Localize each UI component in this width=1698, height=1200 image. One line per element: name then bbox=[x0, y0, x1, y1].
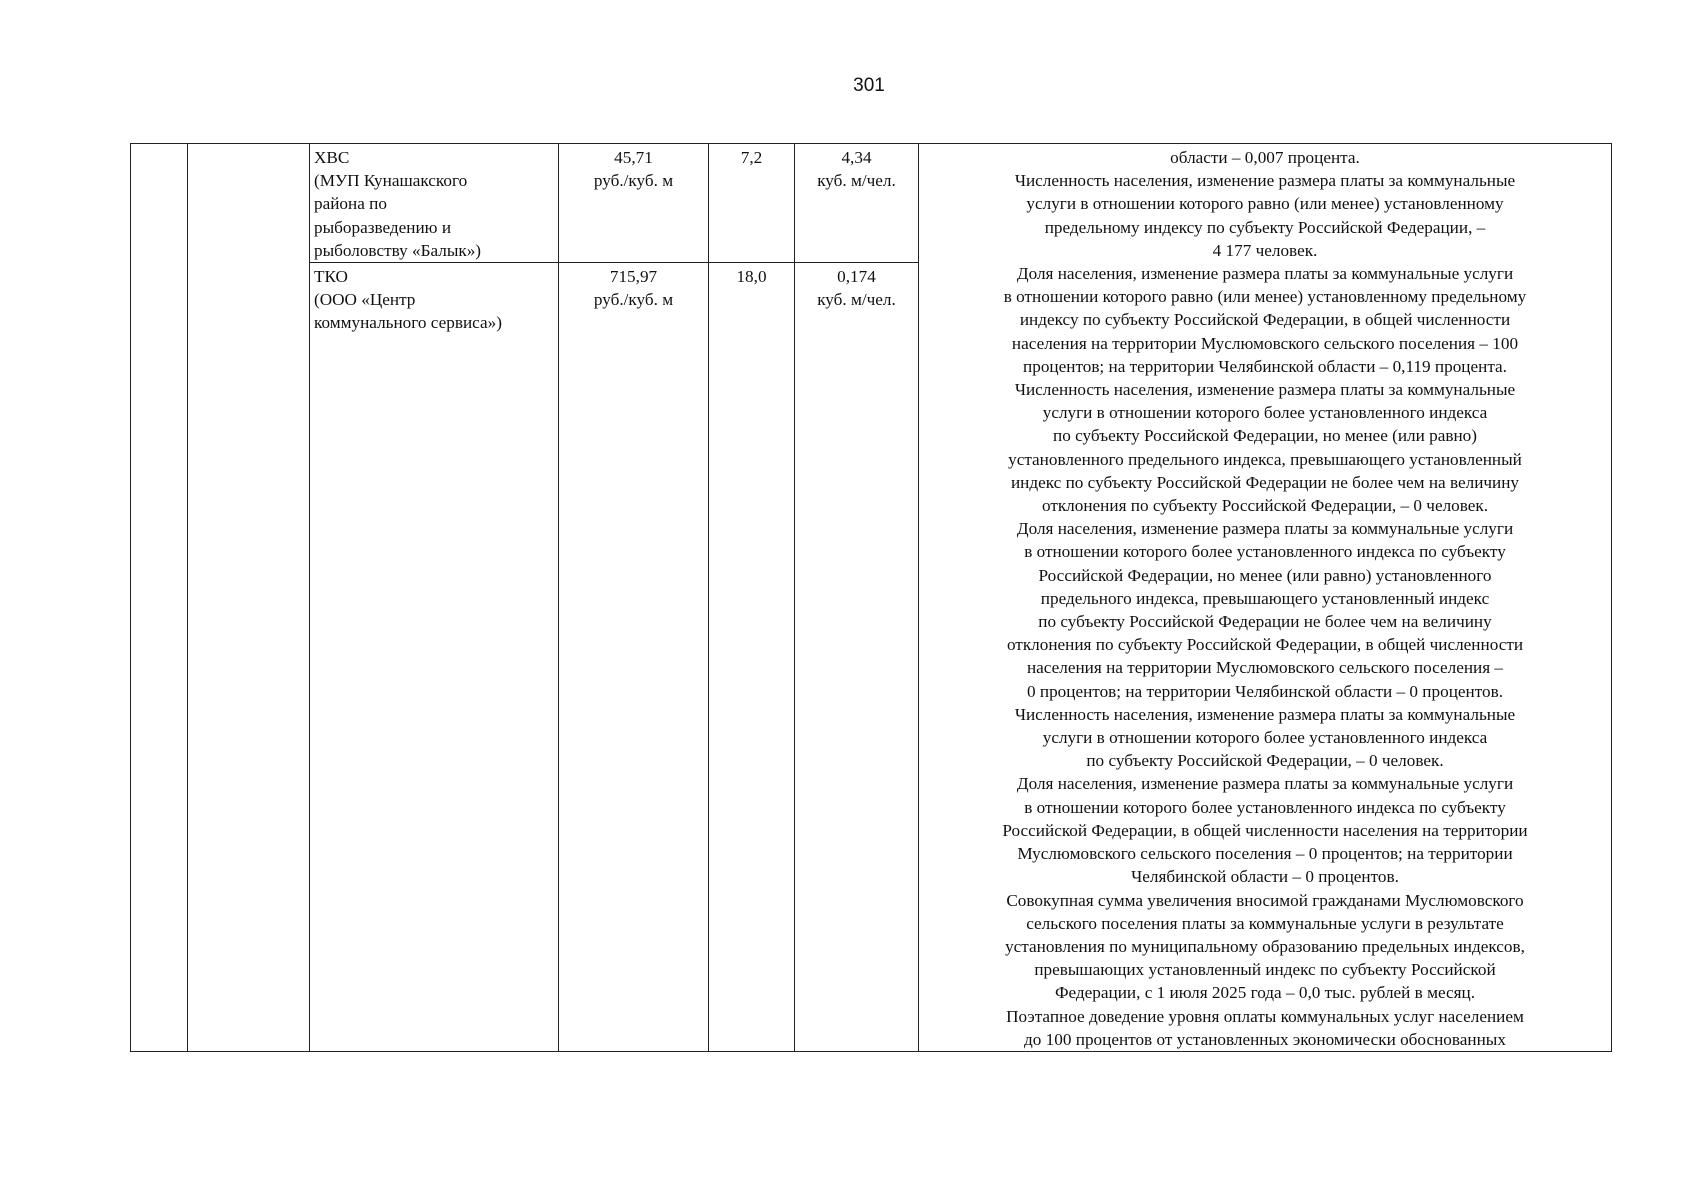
description-line: Челябинской области – 0 процентов. bbox=[1131, 867, 1399, 887]
description-line: по субъекту Российской Федерации, но менее (или равно) bbox=[1053, 426, 1477, 446]
tariff-cell bbox=[559, 144, 709, 263]
description-cell bbox=[919, 144, 1612, 1052]
description-line: Доля населения, изменение размера платы за коммунальные услуги bbox=[1016, 264, 1514, 284]
tariff-table bbox=[130, 143, 1612, 1052]
description-line: Поэтапное доведение уровня оплаты коммунальных услуг населением bbox=[1006, 1006, 1524, 1026]
description-line: отклонения по субъекту Российской Федерации, – 0 человек. bbox=[1041, 496, 1489, 516]
tariff-value: 715,97 bbox=[609, 267, 658, 287]
index-value: 7,2 bbox=[740, 148, 763, 167]
provider-line: рыболовству «Балык») bbox=[314, 240, 482, 260]
description-line: в отношении которого более установленного индекса по субъекту bbox=[1024, 542, 1506, 562]
tariff-cell bbox=[559, 263, 709, 1052]
description-line: Федерации, с 1 июля 2025 года – 0,0 тыс. рублей в месяц. bbox=[1054, 983, 1476, 1003]
index-cell bbox=[709, 263, 795, 1052]
service-name: ТКО bbox=[314, 267, 348, 287]
provider-line: (ООО «Центр bbox=[314, 290, 416, 310]
description-line: предельного индекса, превышающего установленный индекс bbox=[1040, 588, 1490, 608]
service-cell bbox=[310, 263, 559, 1052]
provider-line: района по bbox=[314, 194, 387, 214]
service-name: ХВС bbox=[314, 148, 350, 167]
description-line: в отношении которого более установленного индекса по субъекту bbox=[1024, 797, 1506, 817]
description-line: Российской Федерации, в общей численности населения на территории bbox=[1002, 820, 1528, 840]
description-line: 4 177 человек. bbox=[1212, 240, 1318, 260]
description-line: Доля населения, изменение размера платы за коммунальные услуги bbox=[1016, 519, 1514, 539]
volume-value: 0,174 bbox=[837, 267, 876, 287]
description-line: услуги в отношении которого равно (или менее) установленному bbox=[1026, 194, 1504, 214]
description-line: Муслюмовского сельского поселения – 0 процентов; на территории bbox=[1017, 844, 1513, 864]
service-cell bbox=[310, 144, 559, 263]
description-line: до 100 процентов от установленных экономически обоснованных bbox=[1024, 1029, 1506, 1049]
volume-unit: куб. м/чел. bbox=[817, 171, 896, 191]
description-line: Численность населения, изменение размера платы за коммунальные bbox=[1014, 704, 1516, 724]
description-line: установленного предельного индекса, превышающего установленный bbox=[1008, 449, 1522, 469]
tariff-unit: руб./куб. м bbox=[593, 171, 674, 191]
description-line: в отношении которого равно (или менее) установленному предельному bbox=[1003, 287, 1527, 307]
page-number: 301 bbox=[853, 75, 885, 96]
description-line: Совокупная сумма увеличения вносимой гражданами Муслюмовского bbox=[1006, 890, 1524, 910]
description-line: установления по муниципальному образованию предельных индексов, bbox=[1005, 936, 1525, 956]
provider-line: коммунального сервиса») bbox=[314, 313, 502, 333]
municipality-cell bbox=[188, 144, 310, 1052]
row-number-cell bbox=[131, 144, 188, 1052]
description-line: процентов; на территории Челябинской области – 0,119 процента. bbox=[1023, 356, 1507, 376]
description-line: индекс по субъекту Российской Федерации не более чем на величину bbox=[1010, 472, 1520, 492]
description-line: предельному индексу по субъекту Российской Федерации, – bbox=[1044, 217, 1486, 237]
description-line: Российской Федерации, но менее (или равно) установленного bbox=[1038, 565, 1492, 585]
description-line: Доля населения, изменение размера платы за коммунальные услуги bbox=[1016, 774, 1514, 794]
volume-unit: куб. м/чел. bbox=[817, 290, 896, 310]
description-line: превышающих установленный индекс по субъекту Российской bbox=[1034, 960, 1496, 980]
description-line: 0 процентов; на территории Челябинской области – 0 процентов. bbox=[1026, 681, 1504, 701]
description-line: Численность населения, изменение размера платы за коммунальные bbox=[1014, 380, 1516, 400]
table-row bbox=[131, 144, 1612, 263]
index-value: 18,0 bbox=[736, 267, 767, 287]
index-cell bbox=[709, 144, 795, 263]
volume-cell bbox=[795, 144, 919, 263]
provider-line: (МУП Кунашакского bbox=[314, 171, 468, 191]
description-line: населения на территории Муслюмовского сельского поселения – 100 bbox=[1011, 333, 1519, 353]
description-line: услуги в отношении которого более установленного индекса bbox=[1042, 403, 1488, 423]
description-line: Численность населения, изменение размера платы за коммунальные bbox=[1014, 171, 1516, 191]
description-line: индексу по субъекту Российской Федерации, в общей численности bbox=[1019, 310, 1511, 330]
provider-line: рыборазведению и bbox=[314, 217, 452, 237]
volume-value: 4,34 bbox=[841, 148, 872, 167]
description-line: по субъекту Российской Федерации не более чем на величину bbox=[1038, 612, 1492, 632]
description-line: услуги в отношении которого более установленного индекса bbox=[1042, 728, 1488, 748]
volume-cell bbox=[795, 263, 919, 1052]
description-line: области – 0,007 процента. bbox=[1170, 148, 1360, 167]
description-line: населения на территории Муслюмовского сельского поселения – bbox=[1026, 658, 1504, 678]
description-line: по субъекту Российской Федерации, – 0 человек. bbox=[1086, 751, 1444, 771]
tariff-unit: руб./куб. м bbox=[593, 290, 674, 310]
tariff-value: 45,71 bbox=[614, 148, 653, 167]
description-line: отклонения по субъекту Российской Федерации, в общей численности bbox=[1006, 635, 1524, 655]
description-line: сельского поселения платы за коммунальные услуги в результате bbox=[1026, 913, 1504, 933]
